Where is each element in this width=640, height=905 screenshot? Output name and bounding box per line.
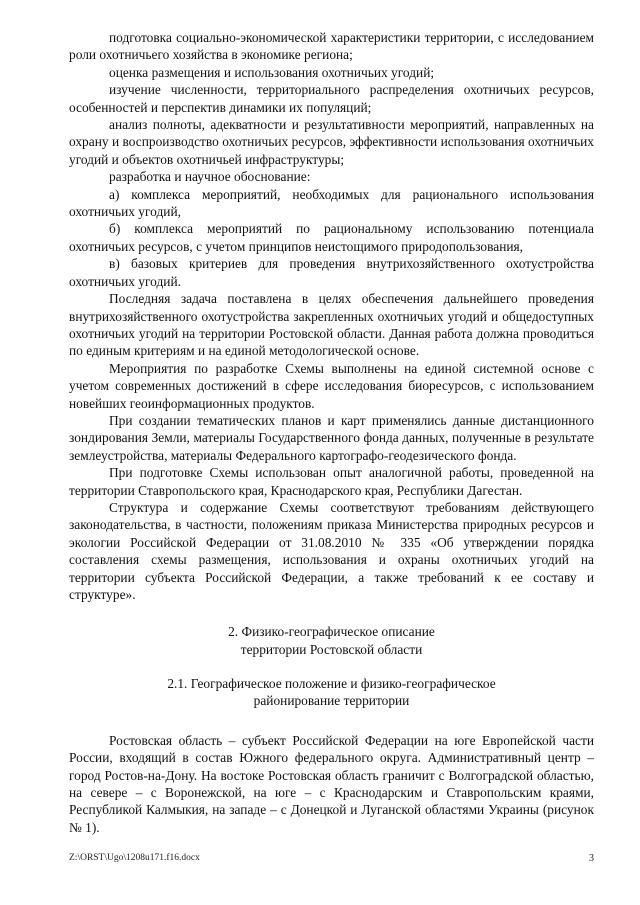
document-body: [69, 29, 594, 836]
page-number: 3: [589, 853, 594, 864]
paragraph-last-task: Последняя задача поставлена в целях обеспечения дальнейшего проведения внутрихозяйственного охотустройства закрепленных охотничьих угодий и общедоступных охотничьих угодий на территории Ростовской области. Данная работа должна проводиться по единым критериям и на единой методологической основе.: [69, 291, 594, 359]
paragraph-item-c: в) базовых критериев для проведения внутрихозяйственного охотустройства охотничьих угодий.: [69, 256, 594, 289]
subsection-heading-line1: 2.1. Географическое положение и физико-географическое: [167, 675, 496, 691]
paragraph-rostov-location: Ростовская область – субъект Российской Федерации на юге Европейской части России, входящий в состав Южного федерального округа. Административный центр – город Ростов-на-Дону. На востоке Ростовская область граничит с Волгоградской областью, на севере – с Воронежской, на юге – с Краснодарским и Ставропольским краями, Республикой Калмыкия, на западе – с Донецкой и Луганской областями Украины (рисунок № 1).: [69, 732, 594, 835]
paragraph-maps: При создании тематических планов и карт применялись данные дистанционного зондирования Земли, материалы Государственного фонда данных, полученные в результате землеустройства, материалы Федерального картографо-геодезического фонда.: [69, 412, 594, 463]
paragraph-socioeconomic: подготовка социально-экономической характеристики территории, с исследованием роли охотничьего хозяйства в экономике региона;: [69, 30, 594, 63]
section-heading: [69, 623, 594, 658]
paragraph-development-intro: разработка и научное обоснование:: [109, 169, 311, 185]
subsection-heading: [69, 675, 594, 710]
paragraph-population-study: изучение численности, территориального распределения охотничьих ресурсов, особенностей и перспектив динамики их популяций;: [69, 82, 594, 115]
paragraph-item-b: б) комплекса мероприятий по рациональному использованию потенциала охотничьих ресурсов, с учетом принципов неистощимого природопользования,: [69, 221, 594, 254]
paragraph-measures-analysis: анализ полноты, адекватности и результативности мероприятий, направленных на охрану и воспроизводство охотничьих ресурсов, эффективности использования охотничьих угодий и объектов охотничьей инфраструктуры;: [69, 117, 594, 167]
paragraph-methodology: Мероприятия по разработке Схемы выполнены на единой системной основе с учетом современных достижений в сфере исследования биоресурсов, с использованием новейших геоинформационных продуктов.: [69, 360, 594, 411]
section-heading-line1: 2. Физико-географическое описание: [228, 624, 435, 640]
section-heading-line2: территории Ростовской области: [240, 642, 423, 657]
paragraph-item-a: а) комплекса мероприятий, необходимых для рационального использования охотничьих угодий,: [69, 186, 594, 220]
paragraph-experience: При подготовке Схемы использован опыт аналогичной работы, проведенной на территории Ставропольского края, Краснодарского края, Республики Дагестан.: [69, 465, 594, 498]
footer-file-path: Z:\ORST\Ugo\1208u171.f16.docx: [69, 853, 200, 863]
paragraph-hunting-grounds-assessment: оценка размещения и использования охотничьих угодий;: [109, 64, 435, 80]
subsection-heading-line2: районирование территории: [253, 693, 410, 709]
paragraph-structure: Структура и содержание Схемы соответствуют требованиям действующего законодательства, в частности, положениям приказа Министерства природных ресурсов и экологии Российской Федерации от 31.08.2010 № 335 «Об утверждении порядка составления схемы размещения, использования и охраны охотничьих угодий на территории субъекта Российской Федерации, а также требований к ее составу и структуре».: [69, 499, 594, 602]
